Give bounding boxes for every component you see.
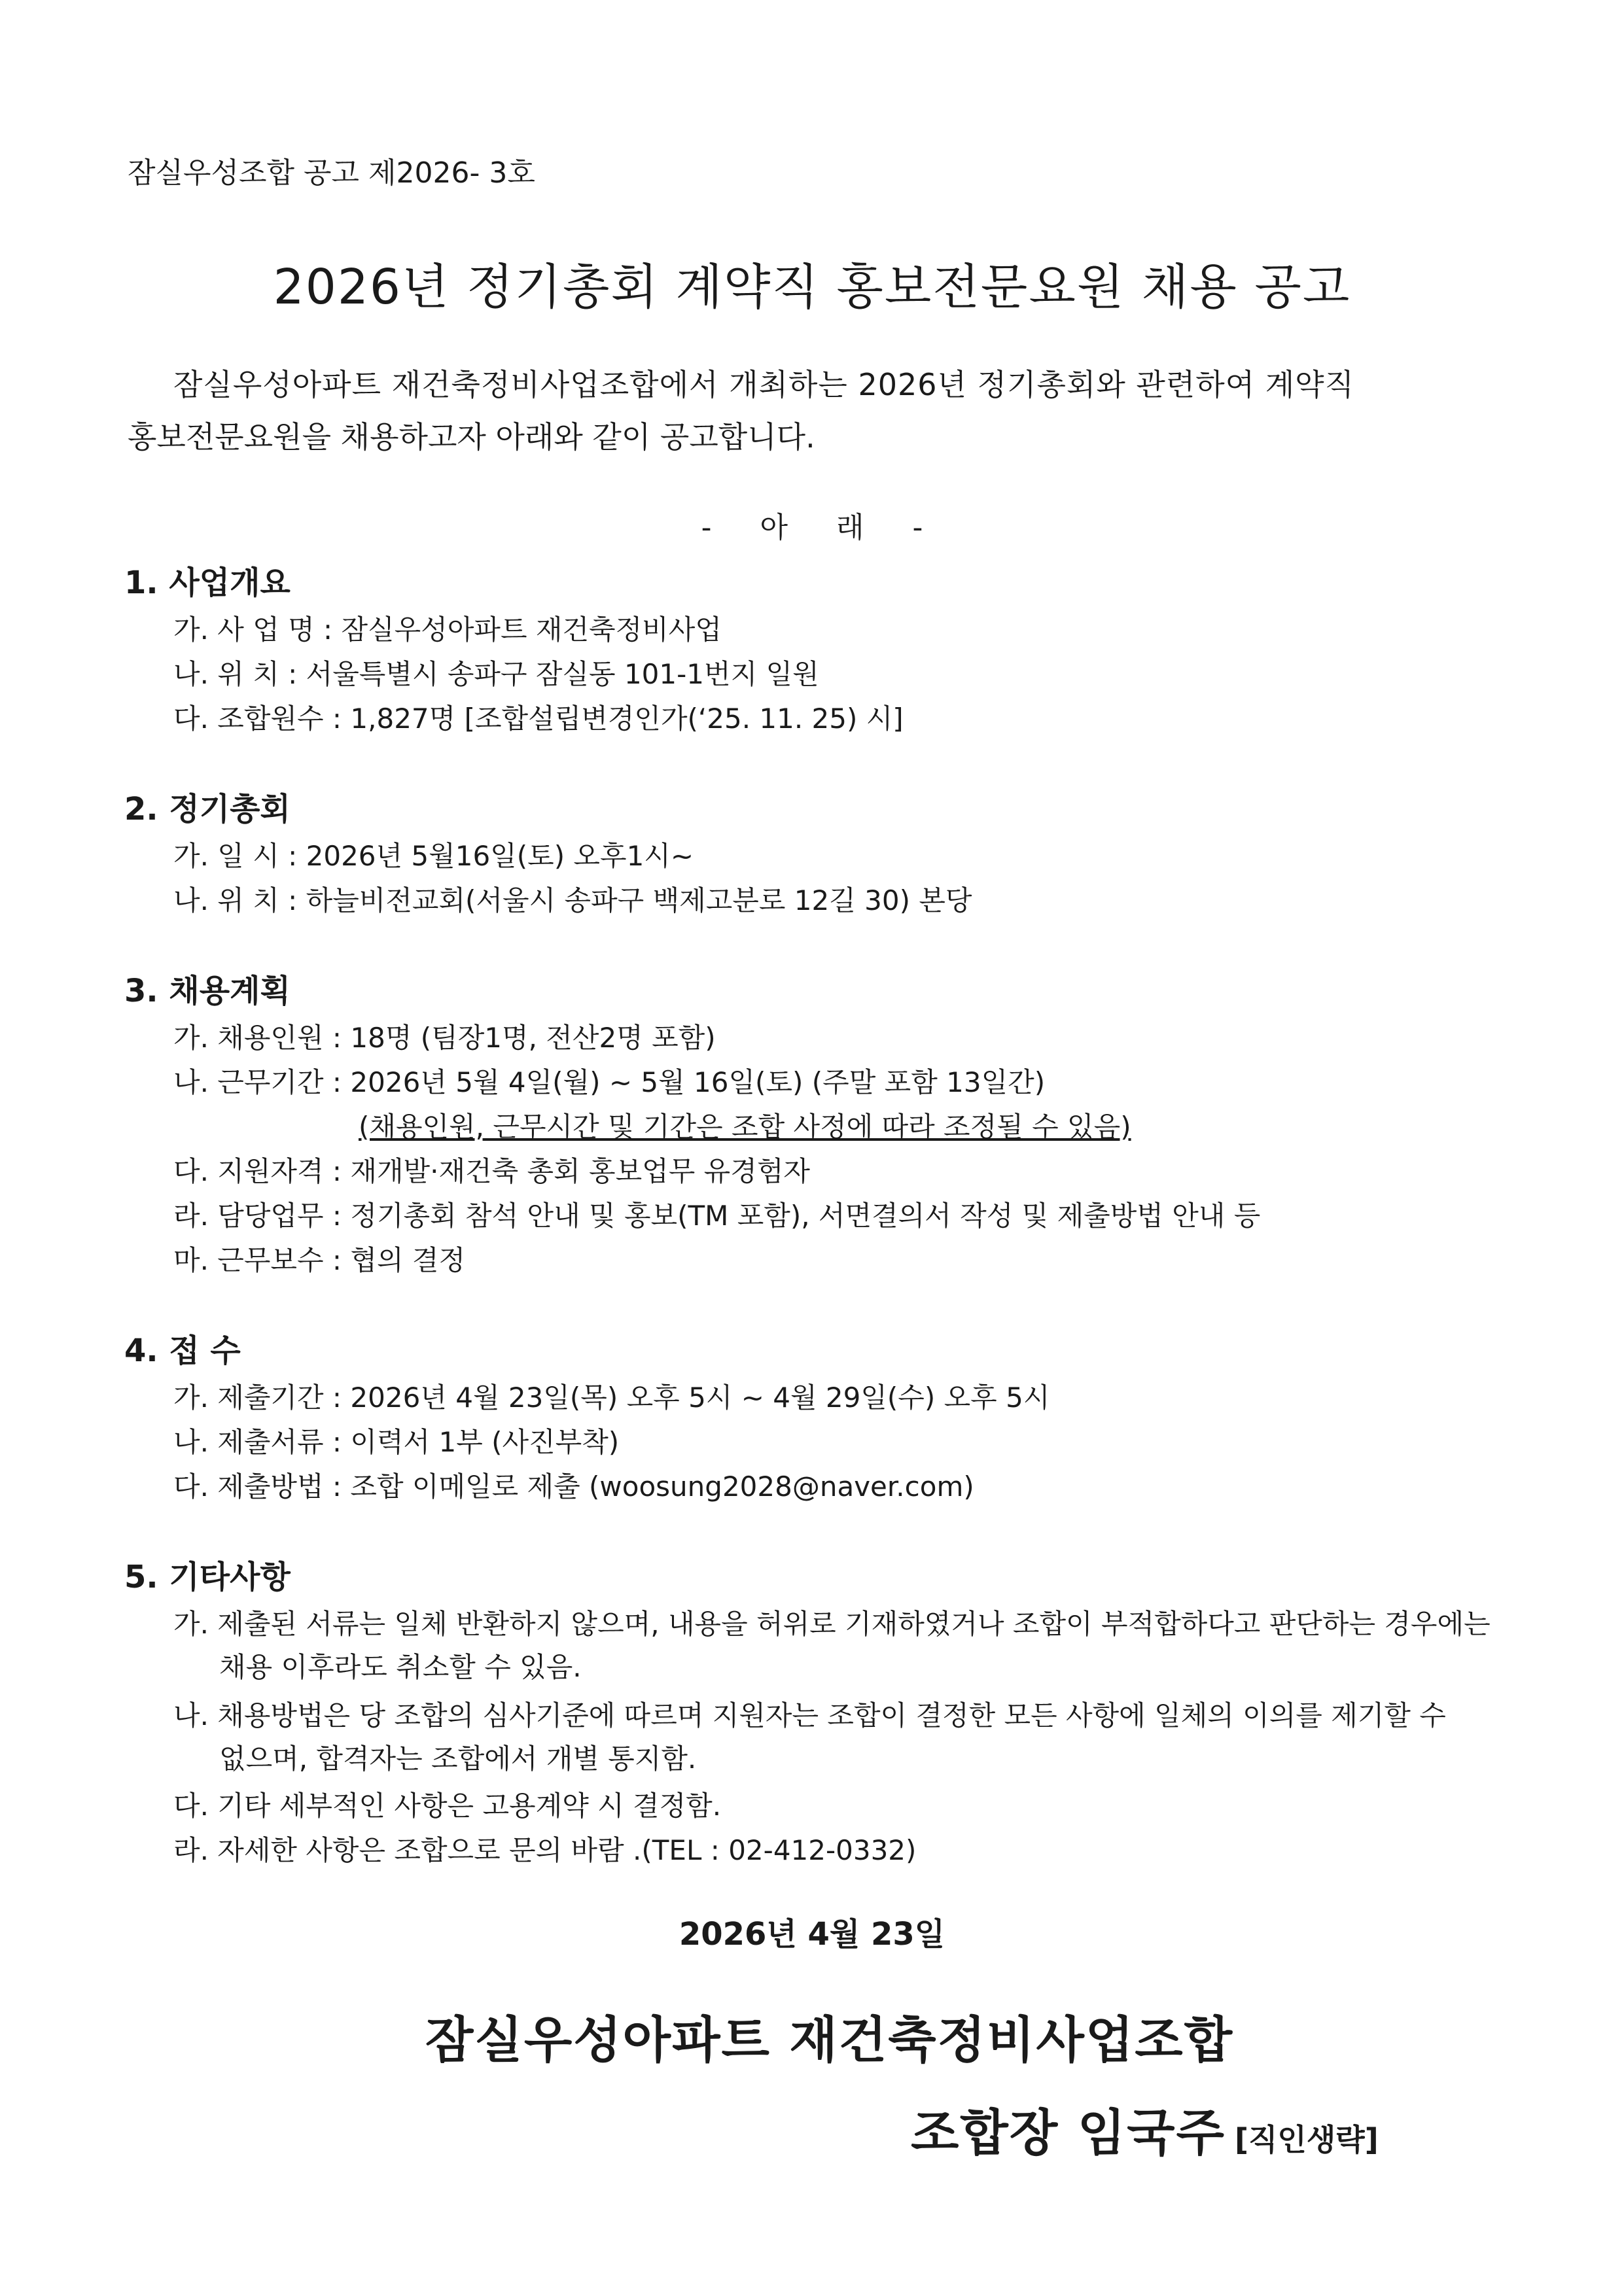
section-heading-overview: 1. 사업개요 (124, 565, 291, 601)
other-item-2: 나. 채용방법은 당 조합의 심사기준에 따르며 지원자는 조합이 결정한 모든 사항에 일체의 이의를 제기할 수 (173, 1699, 1446, 1731)
hiring-item-period: 나. 근무기간 : 2026년 5월 4일(월) ~ 5월 16일(토) (주말 포함 13일간) (173, 1066, 1046, 1098)
meeting-item-datetime: 가. 일 시 : 2026년 5월16일(토) 오후1시~ (173, 840, 694, 872)
application-item-period: 가. 제출기간 : 2026년 4월 23일(목) 오후 5시 ~ 4월 29일(수) 오후 5시 (173, 1382, 1050, 1414)
application-item-documents: 나. 제출서류 : 이력서 1부 (사진부착) (173, 1426, 620, 1458)
intro-line-1: 잠실우성아파트 재건축정비사업조합에서 개최하는 2026년 정기총회와 관련하여 계약직 (173, 367, 1355, 402)
intro-line-2: 홍보전문요원을 채용하고자 아래와 같이 공고합니다. (128, 419, 815, 455)
overview-item-members: 다. 조합원수 : 1,827명 [조합설립변경인가(‘25. 11. 25) 시] (173, 703, 904, 735)
other-item-4: 라. 자세한 사항은 조합으로 문의 바람 .(TEL : 02-412-0332) (173, 1834, 917, 1866)
other-item-2-cont: 없으며, 합격자는 조합에서 개별 통지함. (219, 1743, 697, 1775)
seal-omitted-note: [직인생략] (1234, 2122, 1379, 2157)
page-title: 2026년 정기총회 계약직 홍보전문요원 채용 공고 (273, 259, 1351, 315)
notice-date: 2026년 4월 23일 (679, 1916, 945, 1953)
section-heading-hiring-plan: 3. 채용계획 (124, 973, 291, 1009)
overview-item-name: 가. 사 업 명 : 잠실우성아파트 재건축정비사업 (173, 614, 722, 646)
intro-paragraph (128, 358, 1528, 463)
section-heading-other: 5. 기타사항 (124, 1559, 291, 1595)
below-marker: - 아 래 - (701, 511, 923, 544)
meeting-item-location: 나. 위 치 : 하늘비전교회(서울시 송파구 백제고분로 12길 30) 본당 (173, 884, 972, 916)
other-item-3: 다. 기타 세부적인 사항은 고용계약 시 결정함. (173, 1790, 722, 1822)
document-number: 잠실우성조합 공고 제2026- 3호 (128, 156, 535, 190)
other-item-1: 가. 제출된 서류는 일체 반환하지 않으며, 내용을 허위로 기재하였거나 조합이 부적합하다고 판단하는 경우에는 (173, 1608, 1491, 1640)
organization-name: 잠실우성아파트 재건축정비사업조합 (425, 2011, 1234, 2069)
section-heading-application: 4. 접 수 (124, 1332, 241, 1369)
other-item-1-cont: 채용 이후라도 취소할 수 있음. (219, 1651, 582, 1683)
application-item-method: 다. 제출방법 : 조합 이메일로 제출 (woosung2028@naver.com) (173, 1470, 974, 1503)
hiring-item-headcount: 가. 채용인원 : 18명 (팀장1명, 전산2명 포함) (173, 1022, 716, 1054)
chairman-signature-line (911, 2093, 1379, 2165)
overview-item-location: 나. 위 치 : 서울특별시 송파구 잠실동 101-1번지 일원 (173, 658, 819, 690)
hiring-item-pay: 마. 근무보수 : 협의 결정 (173, 1244, 466, 1276)
chairman-name: 조합장 임국주 (911, 2104, 1226, 2162)
section-heading-general-meeting: 2. 정기총회 (124, 791, 291, 827)
hiring-item-qualification: 다. 지원자격 : 재개발·재건축 총회 홍보업무 유경험자 (173, 1155, 810, 1187)
hiring-period-note: (채용인원, 근무시간 및 기간은 조합 사정에 따라 조정될 수 있음) (359, 1111, 1131, 1143)
hiring-item-duties: 라. 담당업무 : 정기총회 참석 안내 및 홍보(TM 포함), 서면결의서 작성 및 제출방법 안내 등 (173, 1200, 1261, 1232)
